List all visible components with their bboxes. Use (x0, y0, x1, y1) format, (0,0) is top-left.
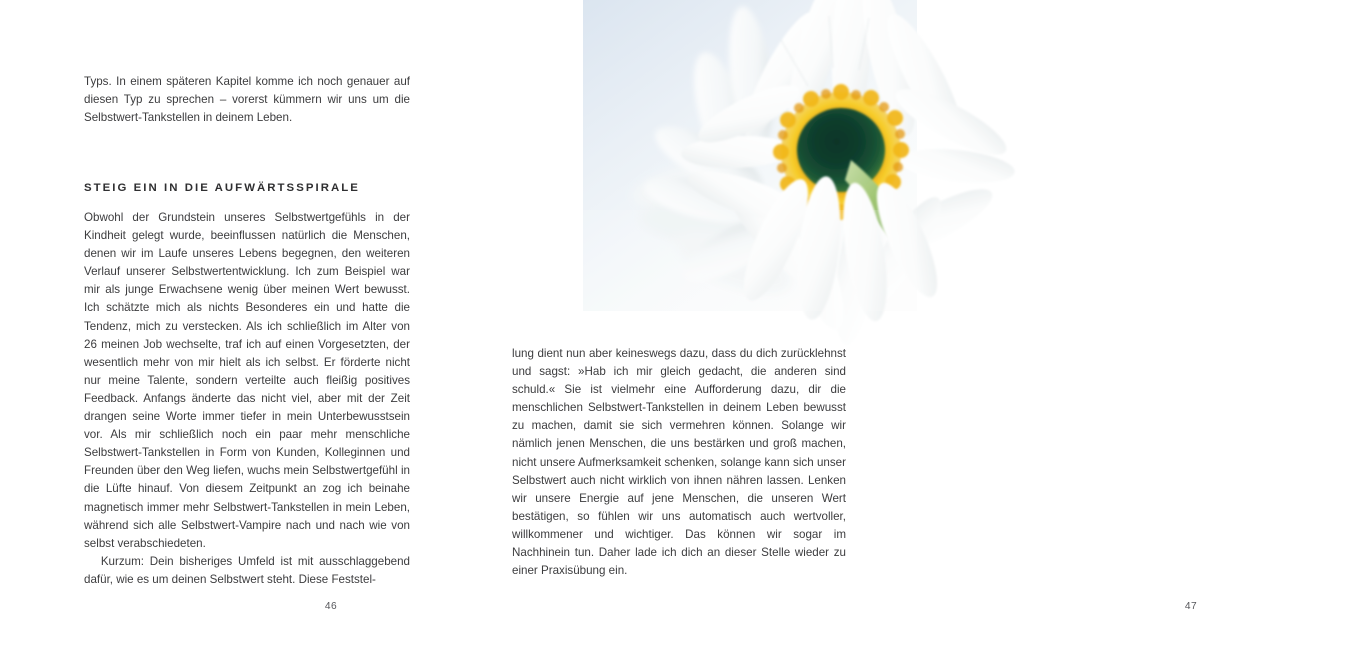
left-paragraph-2: Kurzum: Dein bisheriges Umfeld ist mit ausschlaggebend dafür, wie es um deinen Selbstwert steht. Diese Feststel- (84, 554, 410, 586)
right-page (512, 0, 1198, 648)
left-page (84, 0, 410, 648)
section-heading: STEIG EIN IN DIE AUFWÄRTSSPIRALE (84, 182, 360, 195)
intro-paragraph (84, 73, 410, 127)
left-body-copy (84, 209, 410, 589)
page-number-right: 47 (1184, 601, 1198, 612)
right-paragraph-1: lung dient nun aber keineswegs dazu, dass du dich zurücklehnst und sagst: »Hab ich mir gleich gedacht, die anderen sind schuld.« Sie ist vielmehr eine Aufforderung dazu, dir die menschlichen Selbstwert-Tankstellen in deinem Leben bewusst zu machen, damit sie sich vermehren können. Solange wir nämlich jenen Menschen, die uns bestärken und groß machen, nicht unsere Aufmerksamkeit schenken, solange kann sich unser Selbstwert auch nicht wirklich von ihnen nähren lassen. Lenken wir unsere Energie auf jene Menschen, die unseren Wert bestätigen, so fühlen wir uns automatisch auch wertvoller, willkommener und wichtiger. Das können wir sogar im Nachhinein tun. Daher lade ich dich an dieser Stelle wieder zu einer Praxisübung ein. (512, 347, 846, 578)
right-body-copy (512, 345, 846, 580)
page-number-left: 46 (324, 601, 338, 612)
left-paragraph-1: Obwohl der Grundstein unseres Selbstwertgefühls in der Kindheit gelegt wurde, beeinflussen natürlich die Menschen, denen wir im Laufe unseres Lebens begegnen, den weiteren Verlauf unserer Selbstwertentwicklung. Ich zum Beispiel war mir als junge Erwachsene wenig über meinen Wert bewusst. Ich schätzte mich als nichts Besonderes ein und hatte die Tendenz, mich zu verstecken. Als ich schließlich im Alter von 26 meinen Job wechselte, traf ich auf einen Vorgesetzten, der wesentlich mehr von mir hielt als ich selbst. Er förderte nicht nur meine Talente, sondern verteilte auch fleißig positives Feedback. Anfangs änderte das nicht viel, aber mit der Zeit drangen seine Worte immer tiefer in mein Unterbewusstsein vor. Als mir schließlich noch ein paar mehr menschliche Selbstwert-Tankstellen in Form von Kunden, Kolleginnen und Freunden über den Weg liefen, wuchs mein Selbstwertgefühl in die Lüfte hinauf. Von diesem Zeitpunkt an zog ich beinahe magnetisch immer mehr Selbstwert-Tankstellen in mein Leben, während sich alle Selbstwert-Vampire nach und nach wie von selbst verabschiedeten. (84, 211, 410, 550)
intro-paragraph-text: Typs. In einem späteren Kapitel komme ich noch genauer auf diesen Typ zu sprechen – vorerst kümmern wir uns um die Selbstwert-Tankstellen in deinem Leben. (84, 75, 410, 125)
